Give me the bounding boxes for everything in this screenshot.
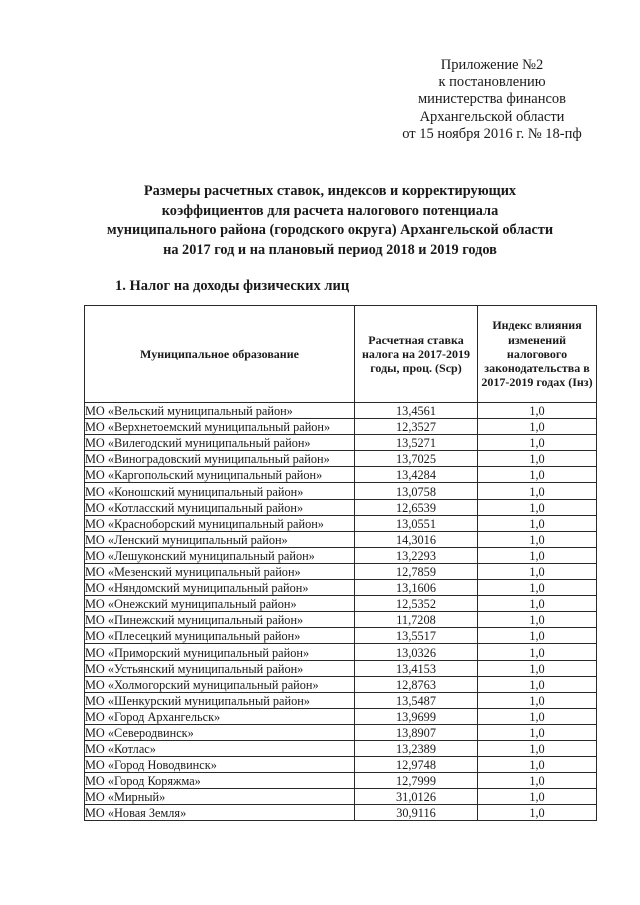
municipality-cell: МО «Красноборский муниципальный район» [85,515,355,531]
index-cell: 1,0 [478,563,597,579]
table-row [85,628,597,644]
municipality-cell: МО «Вельский муниципальный район» [85,403,355,419]
rate-cell: 13,0551 [355,515,478,531]
municipality-cell: МО «Пинежский муниципальный район» [85,612,355,628]
appendix-line: от 15 ноября 2016 г. № 18-пф [402,125,582,142]
index-cell: 1,0 [478,660,597,676]
table-row [85,805,597,821]
table-header-row [85,306,597,403]
rate-cell: 13,1606 [355,580,478,596]
index-cell: 1,0 [478,483,597,499]
municipality-cell: МО «Шенкурский муниципальный район» [85,692,355,708]
index-cell: 1,0 [478,547,597,563]
table-row [85,692,597,708]
index-cell: 1,0 [478,419,597,435]
table-row [85,419,597,435]
rate-cell: 13,7025 [355,451,478,467]
tax-rates-table [84,305,597,821]
table-row [85,499,597,515]
index-cell: 1,0 [478,740,597,756]
index-cell: 1,0 [478,612,597,628]
table-row [85,467,597,483]
municipality-cell: МО «Мезенский муниципальный район» [85,563,355,579]
rate-cell: 12,9748 [355,757,478,773]
index-cell: 1,0 [478,676,597,692]
municipality-cell: МО «Устьянский муниципальный район» [85,660,355,676]
index-cell: 1,0 [478,789,597,805]
municipality-cell: МО «Вилегодский муниципальный район» [85,435,355,451]
table-row [85,757,597,773]
rate-cell: 12,3527 [355,419,478,435]
table-row [85,773,597,789]
rate-cell: 12,5352 [355,596,478,612]
municipality-cell: МО «Плесецкий муниципальный район» [85,628,355,644]
municipality-cell: МО «Коношский муниципальный район» [85,483,355,499]
rate-cell: 13,4561 [355,403,478,419]
table-row [85,724,597,740]
rate-cell: 13,4153 [355,660,478,676]
table-row [85,708,597,724]
rate-cell: 31,0126 [355,789,478,805]
table-row [85,644,597,660]
rate-cell: 30,9116 [355,805,478,821]
municipality-cell: МО «Новая Земля» [85,805,355,821]
title-line: Размеры расчетных ставок, индексов и корректирующих [143,183,517,199]
rate-cell: 12,7999 [355,773,478,789]
rate-cell: 13,5487 [355,692,478,708]
index-cell: 1,0 [478,435,597,451]
section-title: 1. Налог на доходы физических лиц [115,278,350,294]
header-rate: Расчетная ставка налога на 2017-2019 годы, проц. (Sср) [355,306,478,403]
rate-cell: 13,5517 [355,628,478,644]
table-row [85,483,597,499]
index-cell: 1,0 [478,451,597,467]
table-row [85,515,597,531]
municipality-cell: МО «Каргопольский муниципальный район» [85,467,355,483]
table-row [85,740,597,756]
index-cell: 1,0 [478,515,597,531]
table-row [85,676,597,692]
index-cell: 1,0 [478,596,597,612]
index-cell: 1,0 [478,499,597,515]
table-row [85,451,597,467]
table-row [85,789,597,805]
index-cell: 1,0 [478,757,597,773]
table-body [85,403,597,821]
appendix-header [372,57,612,143]
municipality-cell: МО «Город Коряжма» [85,773,355,789]
municipality-cell: МО «Верхнетоемский муниципальный район» [85,419,355,435]
table-row [85,435,597,451]
rate-cell: 13,2293 [355,547,478,563]
municipality-cell: МО «Северодвинск» [85,724,355,740]
rate-cell: 12,8763 [355,676,478,692]
municipality-cell: МО «Котласский муниципальный район» [85,499,355,515]
title-line: коэффициентов для расчета налогового потенциала [161,202,499,219]
appendix-line: Приложение №2 [440,57,544,73]
table-row [85,580,597,596]
rate-cell: 14,3016 [355,531,478,547]
table-row [85,596,597,612]
title-line: на 2017 год и на плановый период 2018 и 2019 годов [163,241,497,258]
rate-cell: 13,0326 [355,644,478,660]
municipality-cell: МО «Холмогорский муниципальный район» [85,676,355,692]
appendix-line: к постановлению [438,74,546,91]
municipality-cell: МО «Котлас» [85,740,355,756]
rate-cell: 13,5271 [355,435,478,451]
index-cell: 1,0 [478,805,597,821]
rate-cell: 13,2389 [355,740,478,756]
title-line: муниципального района (городского округа) Архангельской области [106,222,554,238]
rate-cell: 12,7859 [355,563,478,579]
municipality-cell: МО «Город Новодвинск» [85,757,355,773]
index-cell: 1,0 [478,580,597,596]
table-row [85,563,597,579]
municipality-cell: МО «Няндомский муниципальный район» [85,580,355,596]
index-cell: 1,0 [478,644,597,660]
rate-cell: 13,8907 [355,724,478,740]
municipality-cell: МО «Лешуконский муниципальный район» [85,547,355,563]
municipality-cell: МО «Онежский муниципальный район» [85,596,355,612]
table-row [85,403,597,419]
rate-cell: 13,9699 [355,708,478,724]
index-cell: 1,0 [478,467,597,483]
header-index: Индекс влияния изменений налогового законодательства в 2017-2019 годах (Iнз) [478,306,597,403]
index-cell: 1,0 [478,773,597,789]
table-row [85,531,597,547]
rate-cell: 13,0758 [355,483,478,499]
index-cell: 1,0 [478,708,597,724]
table-row [85,612,597,628]
header-municipality: Муниципальное образование [85,306,355,403]
table-row [85,660,597,676]
table-row [85,547,597,563]
municipality-cell: МО «Приморский муниципальный район» [85,644,355,660]
municipality-cell: МО «Город Архангельск» [85,708,355,724]
index-cell: 1,0 [478,531,597,547]
municipality-cell: МО «Ленский муниципальный район» [85,531,355,547]
index-cell: 1,0 [478,692,597,708]
municipality-cell: МО «Виноградовский муниципальный район» [85,451,355,467]
index-cell: 1,0 [478,628,597,644]
appendix-line: министерства финансов [417,91,567,108]
rate-cell: 12,6539 [355,499,478,515]
document-title [60,182,600,260]
rate-cell: 11,7208 [355,612,478,628]
index-cell: 1,0 [478,403,597,419]
appendix-line: Архангельской области [419,108,565,125]
municipality-cell: МО «Мирный» [85,789,355,805]
rate-cell: 13,4284 [355,467,478,483]
index-cell: 1,0 [478,724,597,740]
